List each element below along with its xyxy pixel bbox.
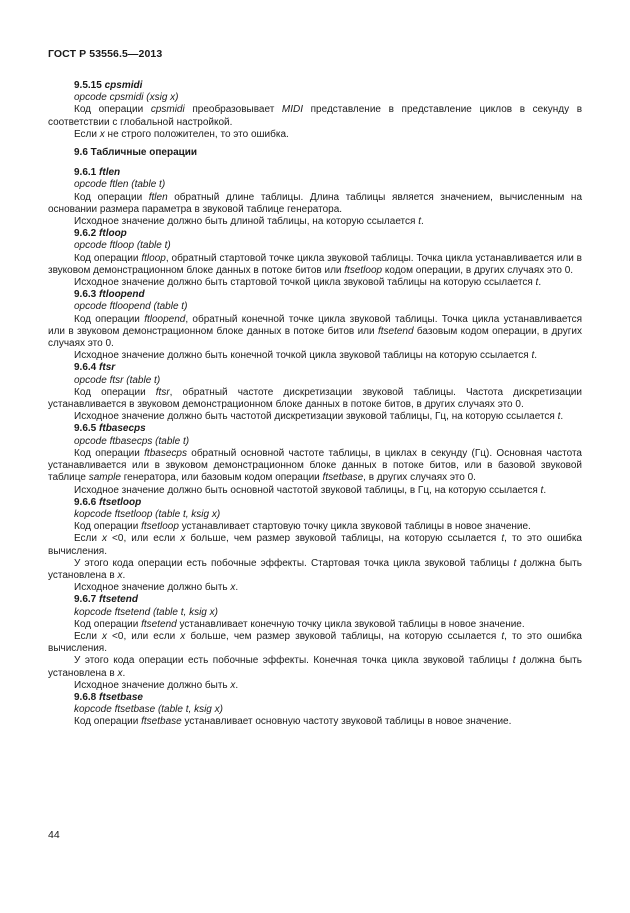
page-number: 44 [48,829,60,841]
paragraph: Код операции ftsr, обратный частоте дискретизации звуковой таблицы. Частота дискретизации устанавливается в звуковом демонстрационном блоке данных в потоке битов, в других случаях это 0. [48,386,582,411]
paragraph: Исходное значение должно быть x. [74,582,239,594]
opcode-signature: kopcode ftsetend (table t, ksig x) [74,606,218,618]
paragraph: Исходное значение должно быть основной частотой звуковой таблицы, в Гц, на которую ссылается t. [74,484,547,496]
paragraph: У этого кода операции есть побочные эффекты. Конечная точка цикла звуковой таблицы t должна быть установлена в x. [48,655,582,679]
paragraph: Если x <0, или если x больше, чем размер звуковой таблицы, на которую ссылается t, то это ошибка вычисления. [48,533,582,557]
paragraph: У этого кода операции есть побочные эффекты. Стартовая точка цикла звуковой таблицы t должна быть установлена в x. [48,557,582,581]
paragraph: Код операции cpsmidi преобразовывает MIDI представление в представление циклов в секунду в соответствии с глобальной настройкой. [48,104,582,128]
paragraph: Исходное значение должно быть стартовой точкой цикла звуковой таблицы на которую ссылается t. [74,277,542,289]
opcode-signature: opcode ftbasecps (table t) [74,435,190,447]
paragraph: Исходное значение должно быть частотой дискретизации звуковой таблицы, Гц, на которую ссылается t. [74,411,564,423]
paragraph: Если x <0, или если x больше, чем размер звуковой таблицы, на которую ссылается t, то это ошибка вычисления. [48,630,582,655]
section-heading: 9.6.1 ftlen [74,167,121,179]
section-heading: 9.6.5 ftbasecps [74,423,146,435]
paragraph: Код операции ftsetbase устанавливает основную частоту звуковой таблицы в новое значение. [74,716,512,728]
paragraph: Исходное значение должно быть x. [74,679,239,691]
paragraph: Код операции ftsetloop устанавливает стартовую точку цикла звуковой таблицы в новое значение. [74,521,531,533]
paragraph: Исходное значение должно быть конечной точкой цикла звуковой таблицы на которую ссылается t. [74,350,538,362]
paragraph: Код операции ftloop, обратный стартовой точке цикла звуковой таблицы. Точка цикла устанавливается или в звуковом демонстрационном блоке данных в потоке битов или ftsetloop кодом операции, в других случаях это 0. [48,252,582,276]
section-heading: 9.6.4 ftsr [74,362,116,374]
section-heading: 9.6.2 ftloop [74,228,127,240]
section-title: 9.6 Табличные операции [74,147,198,159]
opcode-signature: opcode ftloopend (table t) [74,301,188,313]
section-heading: 9.6.3 ftloopend [74,289,145,301]
opcode-signature: opcode cpsmidi (xsig x) [74,92,179,104]
section-heading: 9.6.8 ftsetbase [74,691,143,703]
paragraph: Код операции ftlen обратный длине таблицы. Длина таблицы является значением, вычисленным на основании размера параметра в звуковой таблице генератора. [48,191,582,215]
section-heading: 9.6.7 ftsetend [74,594,138,606]
section-heading: 9.6.6 ftsetloop [74,496,142,508]
section-heading: 9.5.15 cpsmidi [74,80,143,91]
paragraph: Код операции ftsetend устанавливает конечную точку цикла звуковой таблицы в новое значение. [74,618,525,630]
paragraph: Код операции ftloopend, обратный конечной точке цикла звуковой таблицы. Точка цикла устанавливается или в звуковом демонстрационном блоке данных в потоке битов или ftsetend базовым кодом операции, в других случаях это 0. [48,313,583,350]
paragraph: Если x не строго положителен, то это ошибка. [74,128,289,140]
opcode-signature: opcode ftloop (table t) [74,240,171,252]
standard-header: ГОСТ Р 53556.5—2013 [48,48,163,60]
opcode-signature: kopcode ftsetloop (table t, ksig x) [74,508,221,520]
opcode-signature: kopcode ftsetbase (table t, ksig x) [74,704,223,716]
paragraph: Исходное значение должно быть длиной таблицы, на которую ссылается t. [74,216,424,228]
paragraph: Код операции ftbasecps обратный основной частоте таблицы, в циклах в секунду (Гц). Основная частота устанавливается или в звуковом демонстрационном блоке данных в потоке битов, или в базовой звуковой таблице sample генератора, или базовым кодом операции ftsetbase, в других случаях это 0. [48,447,582,484]
document-body [48,80,582,729]
opcode-signature: opcode ftlen (table t) [74,179,166,191]
opcode-signature: opcode ftsr (table t) [74,374,161,386]
